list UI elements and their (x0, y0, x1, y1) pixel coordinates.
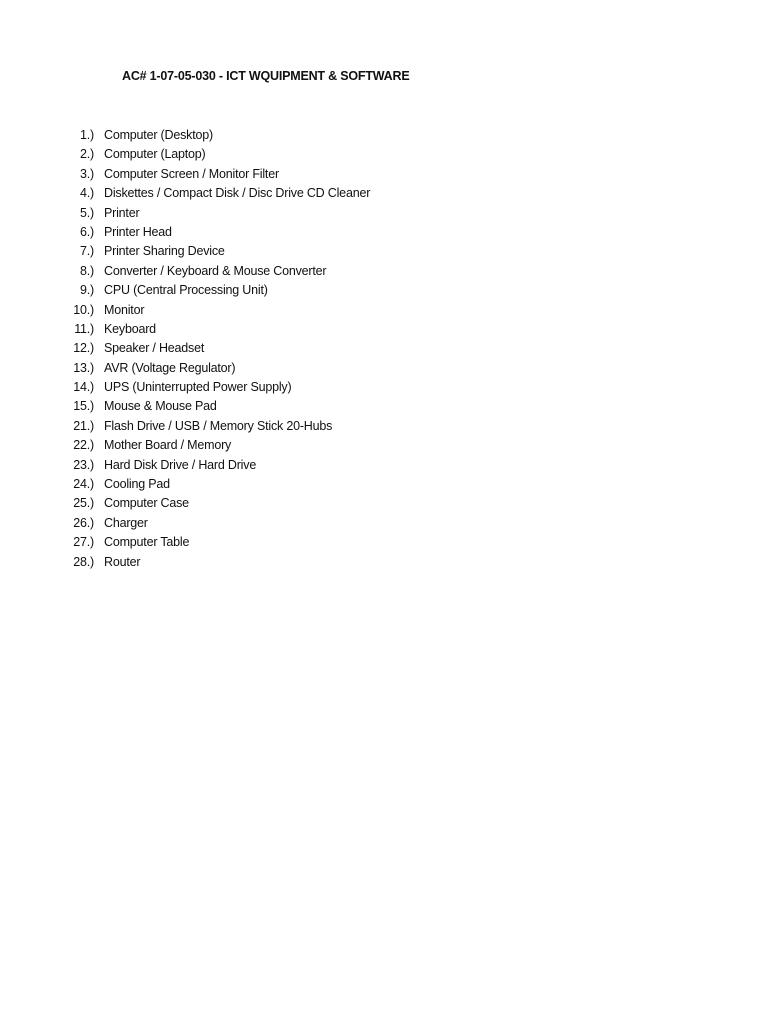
item-number: 5.) (80, 205, 94, 220)
item-number: 2.) (80, 147, 94, 162)
item-label: CPU (Central Processing Unit) (104, 283, 268, 298)
list-item (0, 397, 500, 416)
document-title: AC# 1-07-05-030 - ICT WQUIPMENT & SOFTWARE (122, 69, 410, 83)
item-number: 28.) (73, 554, 94, 569)
item-label: Flash Drive / USB / Memory Stick 20-Hubs (104, 418, 333, 433)
item-label: Mother Board / Memory (104, 438, 232, 453)
item-number: 14.) (73, 380, 94, 395)
item-label: Keyboard (104, 321, 156, 336)
list-item (0, 281, 500, 300)
list-item (0, 184, 500, 203)
item-number: 7.) (80, 244, 94, 259)
list-item (0, 242, 500, 261)
item-number: 22.) (73, 438, 94, 453)
item-label: Computer Table (104, 535, 190, 550)
item-label: Printer (104, 205, 140, 220)
item-number: 1.) (80, 128, 94, 142)
item-number: 26.) (73, 515, 94, 530)
item-label: Printer Sharing Device (104, 244, 225, 259)
list-item (0, 553, 500, 572)
list-item (0, 436, 500, 455)
item-label: Charger (104, 515, 148, 530)
item-number: 3.) (80, 166, 94, 181)
list-item (0, 165, 500, 184)
item-number: 13.) (73, 360, 94, 375)
list-item (0, 204, 500, 223)
list-item (0, 359, 500, 378)
item-number: 9.) (80, 283, 94, 298)
item-number: 4.) (80, 186, 94, 201)
item-label: Monitor (104, 302, 145, 317)
list-item (0, 456, 500, 475)
list-item (0, 494, 500, 513)
equipment-list (0, 126, 500, 572)
item-number: 10.) (73, 302, 94, 317)
item-number: 6.) (80, 224, 94, 239)
item-label: Computer (Desktop) (104, 128, 213, 142)
item-number: 12.) (73, 341, 94, 356)
item-label: Cooling Pad (104, 477, 170, 492)
item-number: 27.) (73, 535, 94, 550)
list-item (0, 533, 500, 552)
item-number: 11.) (74, 321, 94, 336)
item-label: Diskettes / Compact Disk / Disc Drive CD Cleaner (104, 186, 371, 201)
list-item (0, 417, 500, 436)
list-item (0, 145, 500, 164)
list-item (0, 301, 500, 320)
item-number: 23.) (73, 457, 94, 472)
list-item (0, 262, 500, 281)
item-label: Mouse & Mouse Pad (104, 399, 217, 414)
list-item (0, 126, 500, 145)
item-number: 24.) (73, 477, 94, 492)
list-item (0, 475, 500, 494)
list-item (0, 223, 500, 242)
item-number: 21.) (73, 418, 94, 433)
item-number: 25.) (73, 496, 94, 511)
item-label: Router (104, 554, 141, 569)
list-item (0, 514, 500, 533)
item-label: AVR (Voltage Regulator) (104, 360, 236, 375)
list-item (0, 378, 500, 397)
item-label: UPS (Uninterrupted Power Supply) (104, 380, 292, 395)
item-number: 8.) (80, 263, 94, 278)
item-label: Converter / Keyboard & Mouse Converter (104, 263, 327, 278)
item-label: Computer Case (104, 496, 189, 511)
item-label: Speaker / Headset (104, 341, 205, 356)
list-item (0, 339, 500, 358)
item-label: Computer (Laptop) (104, 147, 206, 162)
list-item (0, 320, 500, 339)
item-label: Printer Head (104, 224, 172, 239)
item-label: Computer Screen / Monitor Filter (104, 166, 279, 181)
item-label: Hard Disk Drive / Hard Drive (104, 457, 257, 472)
item-number: 15.) (73, 399, 94, 414)
